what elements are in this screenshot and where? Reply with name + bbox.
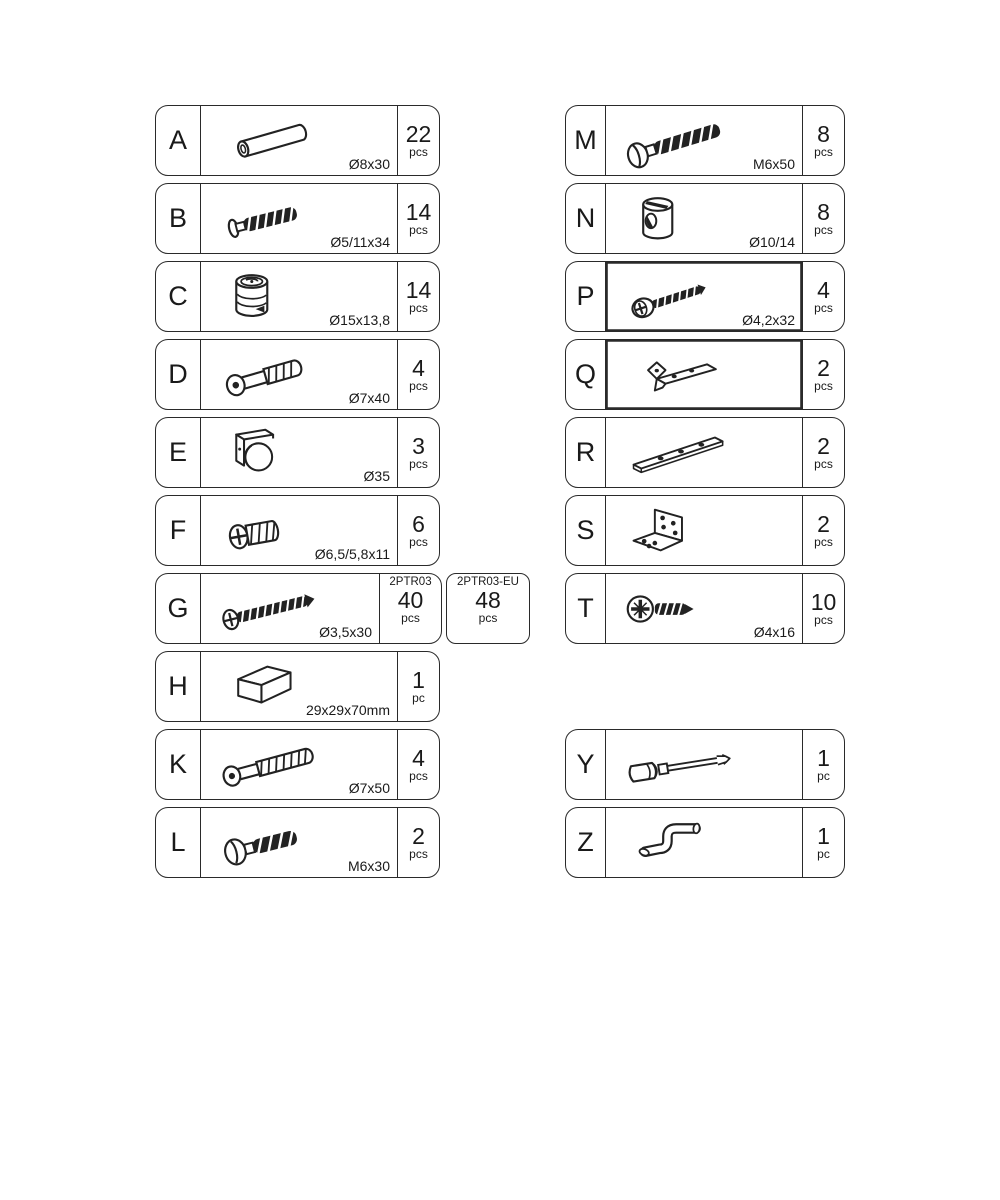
cam-lock-icon (205, 266, 347, 328)
part-letter: L (156, 808, 201, 877)
part-quantity: 22 (405, 120, 432, 147)
tool-row-z (565, 807, 845, 878)
part-dimension: Ø10/14 (749, 234, 795, 250)
part-letter: F (156, 496, 201, 565)
part-quantity: 1 (817, 744, 830, 771)
part-dimension: Ø4x16 (753, 624, 795, 640)
part-quantity: 4 (412, 744, 425, 771)
part-quantity: 14 (405, 276, 432, 303)
tool-row-y (565, 729, 845, 800)
part-dimension: Ø7x40 (348, 390, 390, 406)
part-quantity: 1 (412, 666, 425, 693)
part-row-a (155, 105, 440, 176)
part-letter: A (156, 106, 201, 175)
part-letter: K (156, 730, 201, 799)
part-row-n (565, 183, 845, 254)
part-unit: pcs (409, 456, 428, 471)
flat-strip-icon (610, 422, 752, 484)
part-dimension: Ø4,2x32 (742, 312, 795, 328)
barrel-nut-icon (610, 188, 752, 250)
part-letter: T (566, 574, 606, 643)
hex-key-icon (610, 812, 752, 874)
part-letter: Y (566, 730, 606, 799)
part-row-g (155, 573, 442, 644)
part-row-e (155, 417, 440, 488)
part-quantity: 3 (412, 432, 425, 459)
part-dimension: 29x29x70mm (305, 702, 390, 718)
part-unit: pcs (814, 534, 833, 549)
part-letter: M (566, 106, 606, 175)
variant-code: 2PTR03-EU (457, 576, 519, 588)
part-unit: pcs (814, 378, 833, 393)
part-quantity: 2 (817, 510, 830, 537)
confirmat-screw-long-icon (205, 734, 347, 796)
part-unit: pc (817, 768, 830, 783)
bent-bracket-icon (610, 344, 752, 406)
part-quantity: 2 (412, 822, 425, 849)
angle-bracket-icon (610, 500, 752, 562)
part-row-f (155, 495, 440, 566)
part-dimension: Ø15x13,8 (329, 312, 390, 328)
part-letter: N (566, 184, 606, 253)
part-row-q (565, 339, 845, 410)
part-unit: pcs (814, 144, 833, 159)
part-unit: pcs (409, 222, 428, 237)
confirmat-screw-icon (205, 344, 347, 406)
dowel-icon (205, 110, 347, 172)
part-unit: pcs (409, 378, 428, 393)
part-letter: R (566, 418, 606, 487)
part-unit: pcs (409, 144, 428, 159)
part-unit: pc (412, 690, 425, 705)
part-row-b (155, 183, 440, 254)
part-quantity: 8 (817, 198, 830, 225)
part-quantity: 10 (810, 588, 837, 615)
part-unit: pcs (409, 846, 428, 861)
part-row-r (565, 417, 845, 488)
part-unit: pcs (478, 611, 498, 625)
part-row-m (565, 105, 845, 176)
part-letter: H (156, 652, 201, 721)
part-letter: B (156, 184, 201, 253)
part-unit: pc (817, 846, 830, 861)
part-unit: pcs (814, 300, 833, 315)
part-quantity: 2 (817, 354, 830, 381)
bolt-short-icon (205, 812, 347, 874)
variant-code: 2PTR03 (389, 576, 432, 588)
part-unit: pcs (409, 300, 428, 315)
part-dimension: Ø35 (363, 468, 390, 484)
part-unit: pcs (409, 534, 428, 549)
part-dimension: M6x50 (752, 156, 795, 172)
part-row-c (155, 261, 440, 332)
part-unit: pcs (814, 456, 833, 471)
part-dimension: M6x30 (347, 858, 390, 874)
part-letter: D (156, 340, 201, 409)
part-letter: C (156, 262, 201, 331)
part-row-t (565, 573, 845, 644)
part-dimension: Ø5/11x34 (330, 234, 390, 250)
part-letter: S (566, 496, 606, 565)
caster-wheel-icon (205, 422, 347, 484)
part-unit: pcs (401, 611, 420, 625)
part-quantity: 4 (817, 276, 830, 303)
part-quantity: 1 (817, 822, 830, 849)
part-letter: G (156, 574, 201, 643)
part-row-l (155, 807, 440, 878)
part-quantity: 6 (412, 510, 425, 537)
part-quantity: 14 (405, 198, 432, 225)
part-row-k (155, 729, 440, 800)
part-quantity: 8 (817, 120, 830, 147)
part-letter: E (156, 418, 201, 487)
part-quantity: 2 (817, 432, 830, 459)
euro-screw-icon (205, 188, 347, 250)
part-letter: Z (566, 808, 606, 877)
part-quantity: 48 (475, 587, 501, 613)
part-row-g-eu-variant (446, 573, 530, 644)
part-row-h (155, 651, 440, 722)
part-unit: pcs (814, 612, 833, 627)
part-row-p (565, 261, 845, 332)
small-screw-icon (610, 578, 752, 640)
bolt-long-icon (610, 110, 752, 172)
part-dimension: Ø3,5x30 (319, 624, 372, 640)
screwdriver-icon (610, 734, 752, 796)
part-letter: P (566, 262, 606, 331)
part-dimension: Ø7x50 (348, 780, 390, 796)
part-row-s (565, 495, 845, 566)
part-quantity: 40 (397, 587, 424, 613)
part-row-d (155, 339, 440, 410)
part-unit: pcs (814, 222, 833, 237)
pan-head-screw-icon (610, 266, 752, 328)
part-dimension: Ø6,5/5,8x11 (314, 546, 390, 562)
part-quantity: 4 (412, 354, 425, 381)
part-letter: Q (566, 340, 606, 409)
part-dimension: Ø8x30 (348, 156, 390, 172)
part-unit: pcs (409, 768, 428, 783)
